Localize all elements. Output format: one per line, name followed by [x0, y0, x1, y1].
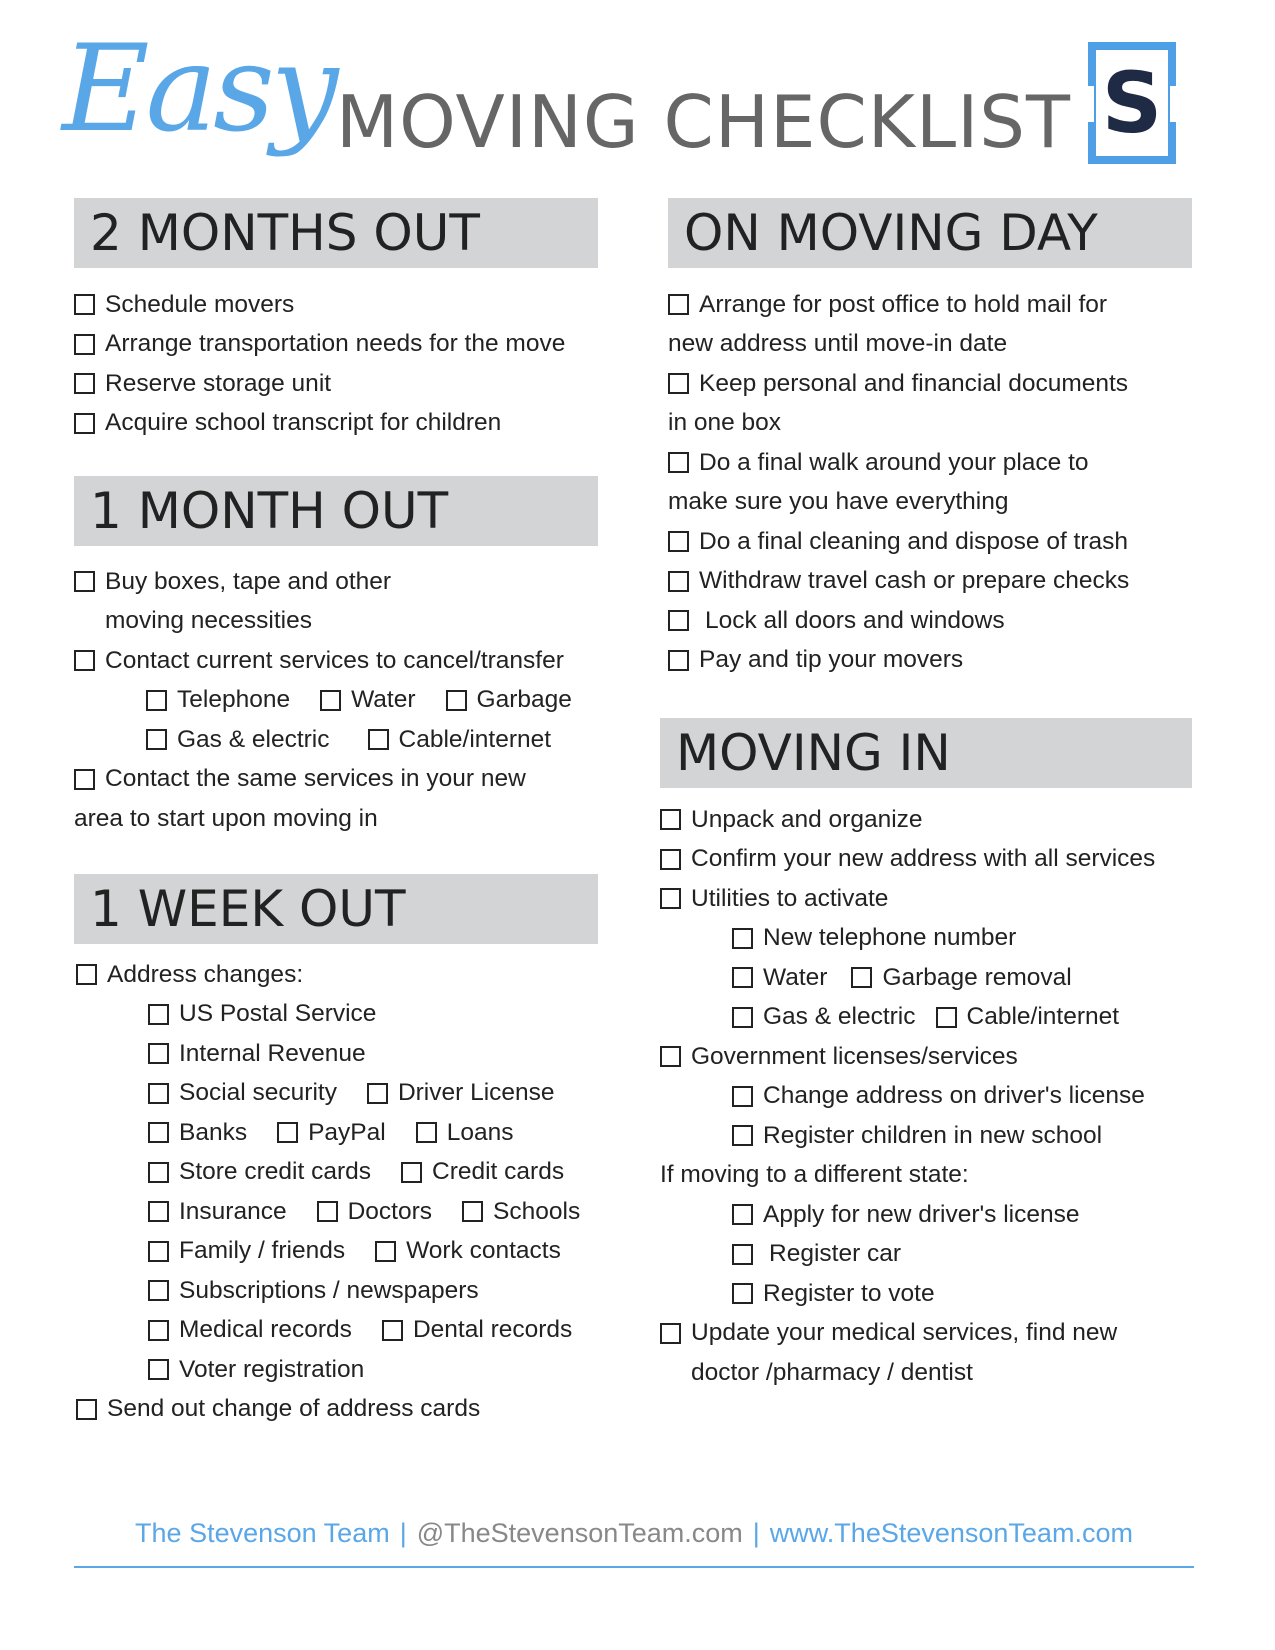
sub-item-row [74, 681, 602, 721]
checkbox[interactable] [148, 1320, 169, 1341]
item-label: Telephone [177, 686, 291, 714]
list-item[interactable] [668, 601, 1129, 641]
item-continuation: new address until move-in date [668, 330, 1008, 358]
item-label: Pay and tip your movers [699, 646, 964, 674]
list-item[interactable] [668, 443, 1129, 483]
checkbox[interactable] [74, 413, 95, 434]
checklist-1-month [74, 562, 602, 839]
sub-item[interactable] [446, 686, 572, 714]
checkbox[interactable] [732, 1007, 753, 1028]
item-label: New telephone number [763, 924, 1017, 952]
checkbox[interactable] [382, 1320, 403, 1341]
item-continuation: moving necessities [105, 607, 312, 635]
state-note: If moving to a different state: [660, 1161, 969, 1189]
list-item[interactable] [668, 285, 1129, 325]
item-label: Work contacts [406, 1237, 561, 1265]
list-item[interactable] [668, 562, 1129, 602]
item-label: Cable/internet [398, 725, 552, 753]
sub-item[interactable] [148, 1079, 337, 1107]
sub-item[interactable] [317, 1198, 432, 1226]
sub-item[interactable] [732, 1082, 1145, 1110]
footer-separator: | [752, 1518, 760, 1548]
item-label: Register children in new school [763, 1121, 1103, 1149]
checkbox[interactable] [148, 1004, 169, 1025]
list-item[interactable] [74, 760, 602, 800]
item-label: Subscriptions / newspapers [179, 1276, 479, 1304]
item-continuation: area to start upon moving in [74, 804, 378, 832]
checkbox[interactable] [732, 1283, 753, 1304]
item-label: Utilities to activate [691, 884, 889, 912]
sub-item-row [660, 1235, 1175, 1275]
sub-item[interactable] [277, 1119, 386, 1147]
item-label: US Postal Service [179, 1000, 377, 1028]
checkbox[interactable] [317, 1201, 338, 1222]
item-label: Register car [769, 1240, 902, 1268]
item-label: PayPal [308, 1118, 386, 1146]
checkbox[interactable] [277, 1122, 298, 1143]
checkbox[interactable] [367, 1083, 388, 1104]
sub-item-row [660, 1274, 1175, 1314]
item-label: Do a final cleaning and dispose of trash [699, 527, 1129, 555]
checkbox[interactable] [74, 334, 95, 355]
item-continuation: in one box [668, 409, 782, 437]
item-continuation: make sure you have everything [668, 488, 1009, 516]
checkbox[interactable] [668, 452, 689, 473]
sub-item[interactable] [732, 1122, 1102, 1150]
checkbox[interactable] [148, 1083, 169, 1104]
item-label: Contact current services to cancel/transfer [105, 646, 564, 674]
checkbox[interactable] [76, 1399, 97, 1420]
sub-item[interactable] [732, 1240, 901, 1268]
item-label: Garbage removal [882, 963, 1072, 991]
footer [74, 1518, 1194, 1549]
item-continuation: doctor /pharmacy / dentist [691, 1358, 973, 1386]
checkbox[interactable] [146, 729, 167, 750]
list-item[interactable] [660, 1314, 1175, 1354]
checkbox[interactable] [732, 1086, 753, 1107]
checkbox[interactable] [668, 650, 689, 671]
footer-divider [74, 1566, 1194, 1568]
logo-gap-right [1170, 86, 1184, 122]
sub-item-row [76, 1034, 610, 1074]
sub-item-row [76, 1153, 610, 1193]
checkbox[interactable] [660, 809, 681, 830]
sub-item-row [76, 1311, 610, 1351]
list-item[interactable] [74, 285, 565, 325]
checkbox[interactable] [401, 1162, 422, 1183]
sub-item-row [74, 720, 602, 760]
checkbox[interactable] [74, 373, 95, 394]
sub-item-row [76, 1271, 610, 1311]
list-item[interactable] [76, 1390, 610, 1430]
item-label: Driver License [397, 1079, 555, 1107]
item-label: Lock all doors and windows [705, 606, 1005, 634]
item-label: Voter registration [179, 1355, 365, 1383]
sub-item-row [660, 958, 1175, 998]
item-label: Banks [179, 1118, 248, 1146]
sub-item[interactable] [367, 1079, 555, 1107]
list-item[interactable] [74, 562, 602, 602]
item-label: Government licenses/services [691, 1042, 1018, 1070]
sub-item[interactable] [375, 1237, 561, 1265]
checkbox[interactable] [660, 1323, 681, 1344]
sub-item[interactable] [416, 1119, 514, 1147]
list-item[interactable] [660, 1037, 1175, 1077]
sub-item-row [660, 998, 1175, 1038]
page-title: MOVING CHECKLIST [336, 80, 1071, 164]
checkbox[interactable] [668, 531, 689, 552]
checkbox[interactable] [660, 849, 681, 870]
logo-gap-left [1080, 86, 1094, 122]
sub-item[interactable] [320, 686, 415, 714]
checkbox[interactable] [375, 1241, 396, 1262]
sub-item[interactable] [936, 1003, 1120, 1031]
item-label: Social security [179, 1079, 337, 1107]
checkbox[interactable] [148, 1280, 169, 1301]
list-item[interactable] [668, 522, 1129, 562]
checkbox[interactable] [148, 1359, 169, 1380]
item-label: Loans [446, 1118, 514, 1146]
sub-item-row [76, 995, 610, 1035]
sub-item[interactable] [148, 1000, 376, 1028]
item-label: Arrange for post office to hold mail for [699, 290, 1108, 318]
item-label: Water [351, 686, 416, 714]
checkbox[interactable] [732, 1204, 753, 1225]
checkbox[interactable] [668, 294, 689, 315]
sub-item[interactable] [382, 1316, 572, 1344]
checkbox[interactable] [148, 1241, 169, 1262]
footer-email[interactable]: @TheStevensonTeam.com [416, 1518, 743, 1548]
list-item[interactable] [74, 404, 565, 444]
item-label: Buy boxes, tape and other [105, 567, 392, 595]
checkbox[interactable] [320, 690, 341, 711]
checkbox[interactable] [732, 967, 753, 988]
item-label: Unpack and organize [691, 805, 923, 833]
checkbox[interactable] [732, 1125, 753, 1146]
checkbox[interactable] [148, 1043, 169, 1064]
footer-team-name: The Stevenson Team [135, 1518, 390, 1548]
checkbox[interactable] [76, 964, 97, 985]
item-label: Apply for new driver's license [763, 1200, 1080, 1228]
checkbox[interactable] [732, 1244, 753, 1265]
sub-item-row [660, 1195, 1175, 1235]
checkbox[interactable] [668, 610, 689, 631]
footer-separator: | [399, 1518, 407, 1548]
checkbox[interactable] [936, 1007, 957, 1028]
item-label: Reserve storage unit [105, 369, 332, 397]
item-label: Acquire school transcript for children [105, 409, 502, 437]
item-label: Confirm your new address with all services [691, 845, 1156, 873]
item-label: Garbage [476, 686, 572, 714]
item-label: Change address on driver's license [763, 1082, 1145, 1110]
section-heading-2-months: 2 MONTHS OUT [74, 198, 598, 268]
checkbox[interactable] [416, 1122, 437, 1143]
item-label: Family / friends [179, 1237, 346, 1265]
item-label: Contact the same services in your new [105, 765, 526, 793]
item-label: Cable/internet [966, 1003, 1120, 1031]
list-item[interactable] [660, 800, 1175, 840]
item-label: Address changes: [107, 960, 304, 988]
checkbox[interactable] [446, 690, 467, 711]
sub-item[interactable] [146, 726, 330, 754]
sub-item[interactable] [146, 686, 290, 714]
sub-item-row [76, 1074, 610, 1114]
item-label: Store credit cards [179, 1158, 371, 1186]
item-label: Medical records [179, 1316, 352, 1344]
sub-item[interactable] [148, 1040, 366, 1068]
checkbox[interactable] [148, 1162, 169, 1183]
checkbox[interactable] [368, 729, 389, 750]
item-label: Insurance [179, 1197, 287, 1225]
sub-item-row [76, 1232, 610, 1272]
logo-letter: S [1101, 54, 1163, 152]
list-item[interactable] [668, 364, 1129, 404]
sub-item-row [660, 1116, 1175, 1156]
sub-item[interactable] [732, 924, 1016, 952]
team-logo [1088, 42, 1176, 164]
item-label: Keep personal and financial documents [699, 369, 1129, 397]
sub-item[interactable] [732, 1201, 1080, 1229]
sub-item-row [660, 1077, 1175, 1117]
checkbox[interactable] [668, 571, 689, 592]
sub-item[interactable] [148, 1119, 247, 1147]
item-label: Water [763, 963, 828, 991]
sub-item-row [76, 1192, 610, 1232]
sub-item[interactable] [401, 1158, 564, 1186]
checkbox[interactable] [148, 1122, 169, 1143]
checkbox[interactable] [74, 294, 95, 315]
item-label: Credit cards [432, 1158, 565, 1186]
list-item[interactable] [74, 325, 565, 365]
checkbox[interactable] [851, 967, 872, 988]
item-label: Arrange transportation needs for the move [105, 330, 566, 358]
checkbox[interactable] [660, 888, 681, 909]
checkbox[interactable] [462, 1201, 483, 1222]
section-heading-1-month: 1 MONTH OUT [74, 476, 598, 546]
list-item[interactable] [660, 840, 1175, 880]
checkbox[interactable] [146, 690, 167, 711]
item-label: Internal Revenue [179, 1039, 366, 1067]
footer-website-link[interactable]: www.TheStevensonTeam.com [769, 1518, 1133, 1548]
sub-item[interactable] [148, 1356, 364, 1384]
checkbox[interactable] [668, 373, 689, 394]
sub-item[interactable] [462, 1198, 580, 1226]
item-label: Dental records [412, 1316, 573, 1344]
item-label: Gas & electric [763, 1003, 916, 1031]
item-label: Schools [493, 1197, 581, 1225]
checkbox[interactable] [732, 928, 753, 949]
section-heading-moving-day: ON MOVING DAY [668, 198, 1192, 268]
checkbox[interactable] [74, 650, 95, 671]
section-heading-moving-in: MOVING IN [660, 718, 1192, 788]
sub-item[interactable] [368, 726, 552, 754]
sub-item[interactable] [148, 1198, 287, 1226]
sub-item[interactable] [148, 1277, 479, 1305]
item-label: Update your medical services, find new [691, 1319, 1118, 1347]
sub-item[interactable] [148, 1316, 352, 1344]
sub-item[interactable] [732, 964, 827, 992]
list-item[interactable] [668, 641, 1129, 681]
sub-item[interactable] [732, 1280, 935, 1308]
list-item[interactable] [74, 641, 602, 681]
easy-script-title: Easy [62, 20, 335, 159]
sub-item[interactable] [732, 1003, 916, 1031]
item-label: Gas & electric [177, 725, 330, 753]
checklist-2-months [74, 285, 565, 443]
section-heading-1-week: 1 WEEK OUT [74, 874, 598, 944]
checklist-moving-in [660, 800, 1175, 1393]
sub-item[interactable] [148, 1237, 345, 1265]
list-item[interactable] [74, 364, 565, 404]
item-label: Send out change of address cards [107, 1395, 481, 1423]
list-item[interactable] [660, 879, 1175, 919]
item-label: Doctors [347, 1197, 433, 1225]
checklist-1-week [76, 955, 610, 1429]
sub-item[interactable] [148, 1158, 371, 1186]
item-label: Do a final walk around your place to [699, 448, 1089, 476]
checklist-moving-day [668, 285, 1129, 680]
sub-item-row [76, 1350, 610, 1390]
list-item[interactable] [76, 955, 610, 995]
sub-item-row [76, 1113, 610, 1153]
checkbox[interactable] [74, 571, 95, 592]
item-label: Schedule movers [105, 290, 295, 318]
checkbox[interactable] [148, 1201, 169, 1222]
item-label: Register to vote [763, 1279, 935, 1307]
sub-item[interactable] [851, 964, 1071, 992]
checkbox[interactable] [74, 769, 95, 790]
checkbox[interactable] [660, 1046, 681, 1067]
item-label: Withdraw travel cash or prepare checks [699, 567, 1130, 595]
sub-item-row [660, 919, 1175, 959]
